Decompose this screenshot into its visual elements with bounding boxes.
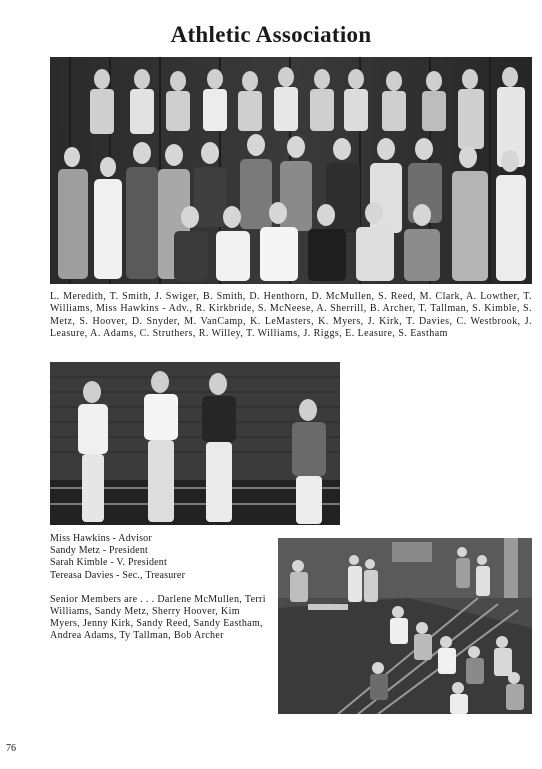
officer-president: Sandy Metz - President: [50, 545, 148, 557]
officers-photo: [50, 362, 340, 525]
group-caption: L. Meredith, T. Smith, J. Swiger, B. Smith, D. Henthorn, D. McMullen, S. Reed, M. Clark, A. Lowther, T. Williams, Miss Hawkins - Adv., R. Kirkbride, S. McNeese, A. Sherrill, B. Archer, T. Tallman, S. Kimble, S. Metz, S. Hoover, D. Snyder, M. VanCamp, K. LeMasters, K. Myers, J. Kirk, T. Davies, C. Westbrook, J. Leasure, A. Adams, C. Struthers, R. Willey, T. Williams, J. Riggs, E. Leasure, S. Eastham: [50, 291, 532, 340]
group-photo: [50, 57, 532, 284]
officer-vice-president: Sarah Kimble - V. President: [50, 557, 167, 569]
officers-list: [50, 533, 272, 643]
senior-members-text: Senior Members are . . . Darlene McMullen, Terri Williams, Sandy Metz, Sherry Hoover, Kim Myers, Jenny Kirk, Sandy Reed, Sandy Eastham, Andrea Adams, Ty Tallman, Bob Archer: [50, 593, 266, 642]
gym-photo: [278, 538, 532, 714]
page-number: 76: [6, 743, 16, 754]
page-title: Athletic Association: [170, 22, 372, 47]
officer-advisor: Miss Hawkins - Advisor: [50, 533, 152, 544]
officer-secretary-treasurer: Tereasa Davies - Sec., Treasurer: [50, 569, 186, 581]
